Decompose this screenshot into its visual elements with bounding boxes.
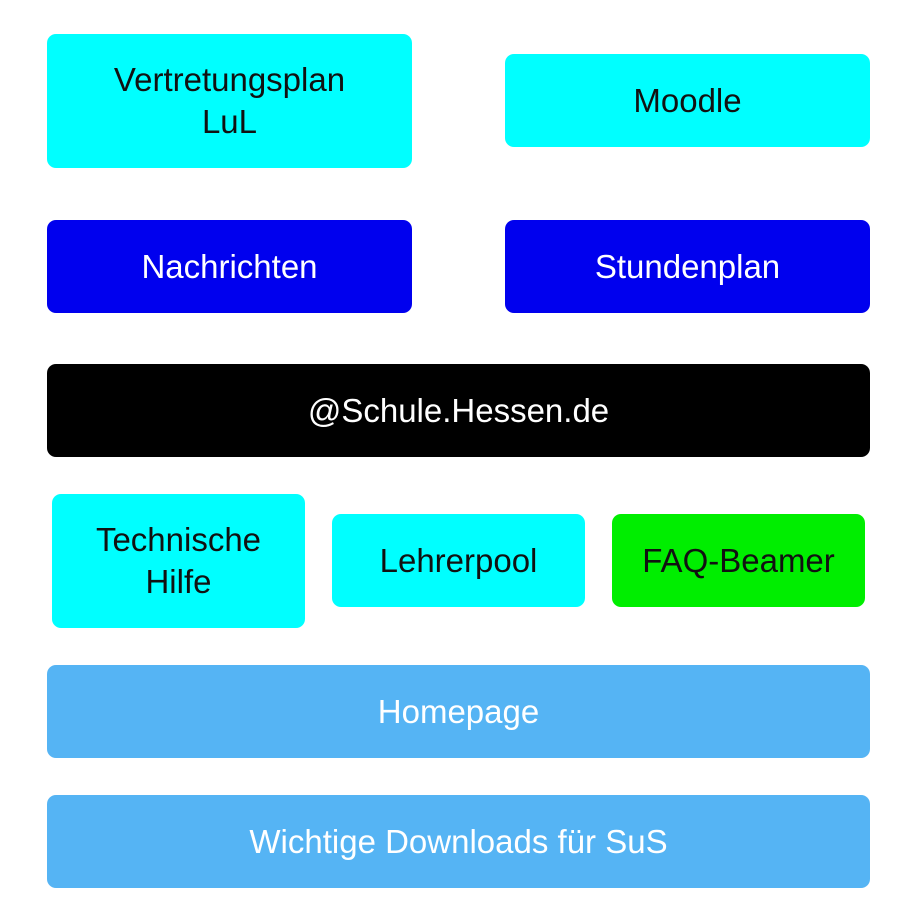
homepage-button[interactable] [47, 665, 870, 758]
stundenplan-button[interactable] [505, 220, 870, 313]
nachrichten-button[interactable] [47, 220, 412, 313]
stundenplan-label: Stundenplan [594, 247, 781, 285]
faq-beamer-label: FAQ-Beamer [642, 541, 835, 579]
vertretungsplan-lul-label: Vertretungsplan LuL [113, 61, 346, 140]
faq-beamer-button[interactable] [612, 514, 865, 607]
downloads-label: Wichtige Downloads für SuS [249, 822, 668, 860]
technische-hilfe-button[interactable] [52, 494, 305, 628]
technische-hilfe-label: Technische Hilfe [95, 521, 262, 600]
schule-hessen-label: @Schule.Hessen.de [307, 391, 610, 429]
lehrerpool-button[interactable] [332, 514, 585, 607]
homepage-label: Homepage [377, 692, 540, 730]
moodle-label: Moodle [633, 81, 742, 119]
lehrerpool-label: Lehrerpool [379, 541, 538, 579]
nachrichten-label: Nachrichten [141, 247, 318, 285]
downloads-button[interactable] [47, 795, 870, 888]
vertretungsplan-lul-button[interactable] [47, 34, 412, 168]
schule-hessen-button[interactable] [47, 364, 870, 457]
moodle-button[interactable] [505, 54, 870, 147]
